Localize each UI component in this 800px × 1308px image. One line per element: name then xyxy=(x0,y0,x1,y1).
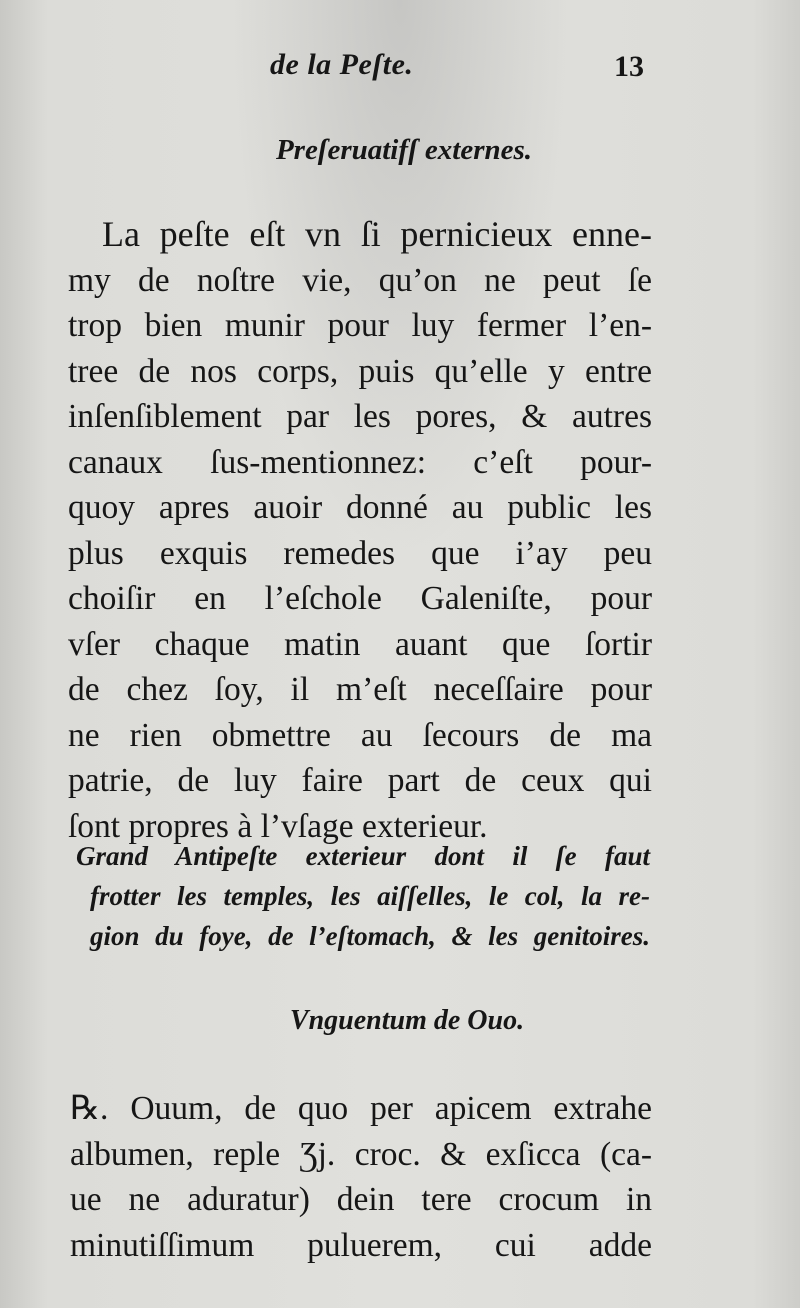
text-line: minutiſſimum puluerem, cui adde xyxy=(70,1226,652,1264)
paragraph-preservatifs xyxy=(68,212,652,849)
running-title: de la Peſte. xyxy=(270,48,414,81)
recipe-title-line: gion du foye, de l’eſtomach, & les genitoires. xyxy=(90,921,650,951)
text-line: my de noſtre vie, qu’on ne peut ſe xyxy=(68,261,652,299)
text-line: trop bien munir pour luy fermer l’en- xyxy=(68,307,652,344)
text-line: inſenſiblement par les pores, & autres xyxy=(68,398,652,435)
running-head xyxy=(0,48,800,88)
recipe-title-line: frotter les temples, les aiſſelles, le col, la re- xyxy=(90,881,650,911)
recipe-title xyxy=(76,836,650,956)
text-line: La peſte eſt vn ſi pernicieux enne- xyxy=(102,214,652,254)
section-title: Preſeruatifſ externes. xyxy=(275,134,533,166)
text-line: choiſir en l’eſchole Galeniſte, pour xyxy=(68,580,652,617)
text-line: ue ne aduratur) dein tere crocum in xyxy=(70,1181,652,1218)
text-line: vſer chaque matin auant que ſortir xyxy=(68,625,652,663)
page-number: 13 xyxy=(614,50,644,83)
text-line: de chez ſoy, il m’eſt neceſſaire pour xyxy=(68,671,652,708)
text-line: tree de nos corps, puis qu’elle y entre xyxy=(68,352,652,390)
text-line: plus exquis remedes que i’ay peu xyxy=(68,534,652,572)
recipe-title-line: Grand Antipeſte exterieur dont il ſe faut xyxy=(76,841,650,871)
text-line: canaux ſus-mentionnez: c’eſt pour- xyxy=(68,443,652,481)
text-line: ſont propres à l’vſage exterieur. xyxy=(68,807,488,845)
paragraph-recipe xyxy=(70,1086,652,1268)
text-line: ne rien obmettre au ſecours de ma xyxy=(68,716,652,754)
text-line: albumen, reple Ʒj. croc. & exſicca (ca- xyxy=(70,1135,652,1173)
text-line: quoy apres auoir donné au public les xyxy=(68,489,652,526)
text-line: patrie, de luy faire part de ceux qui xyxy=(68,762,652,799)
latin-recipe-heading: Vnguentum de Ouo. xyxy=(289,1005,525,1036)
text-line: ℞. Ouum, de quo per apicem extrahe xyxy=(70,1090,652,1127)
